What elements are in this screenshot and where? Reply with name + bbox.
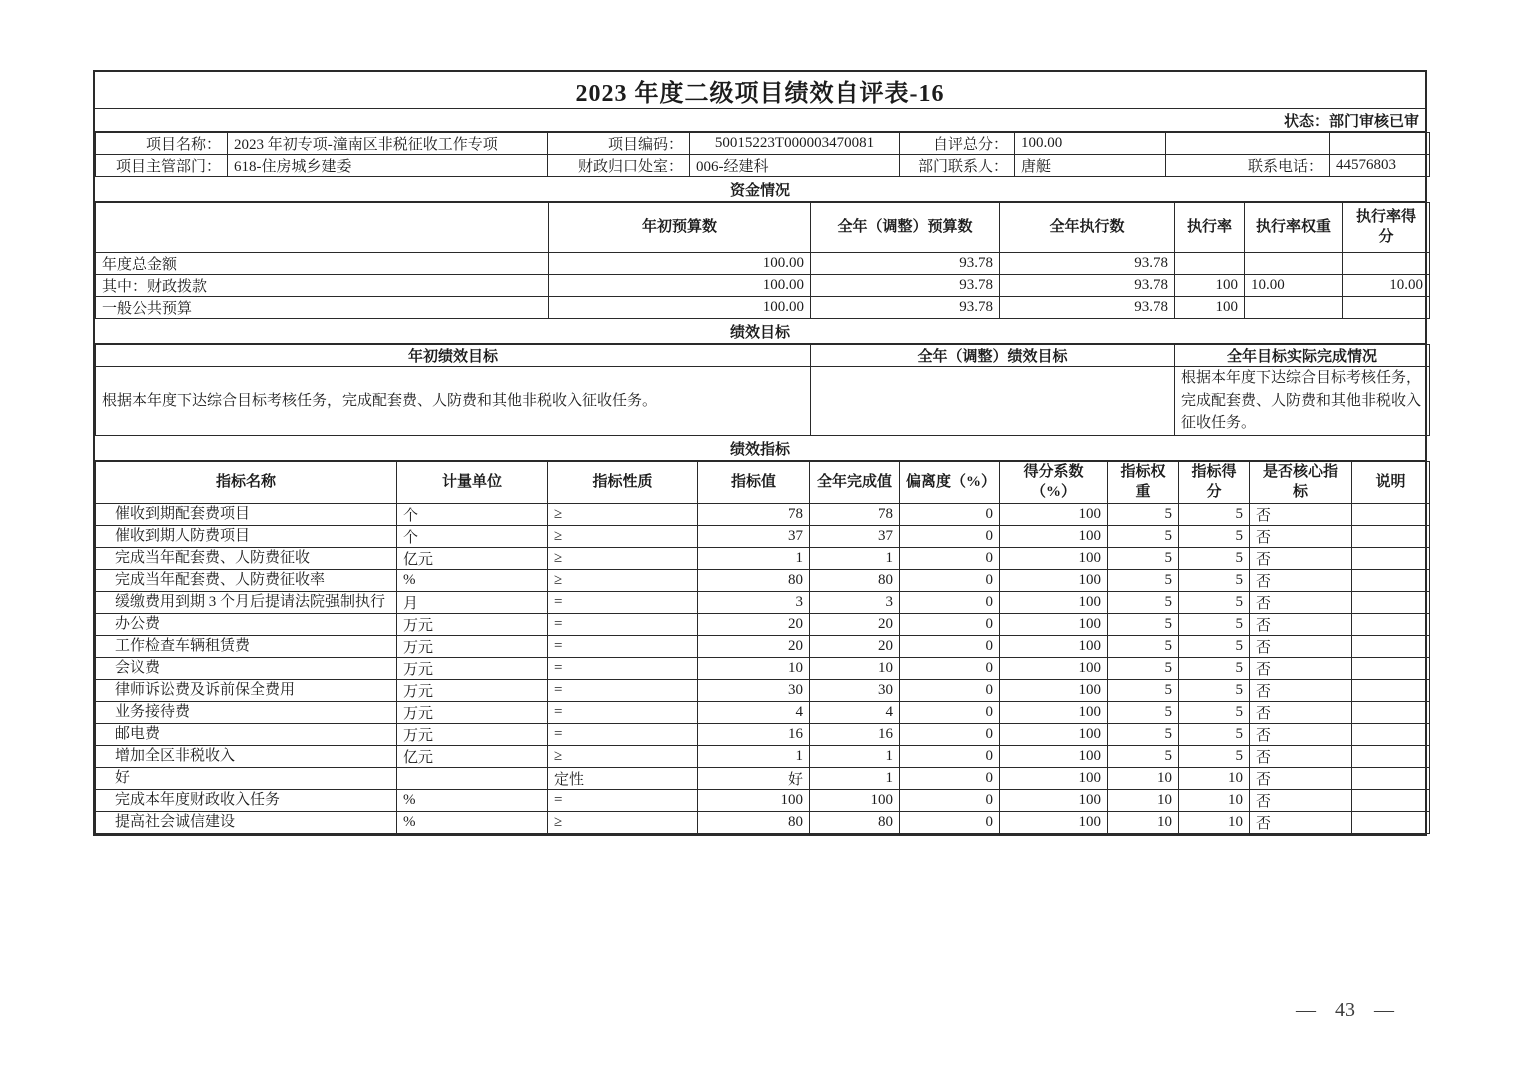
- indicator-name: 催收到期配套费项目: [96, 504, 397, 526]
- indicator-name: 律师诉讼费及诉前保全费用: [96, 680, 397, 702]
- funding-row: [96, 253, 1430, 275]
- indicator-row: [96, 702, 1430, 724]
- indicator-note: [1352, 790, 1430, 812]
- goal-actual-text: 根据本年度下达综合目标考核任务，完成配套费、人防费和其他非税收入征收任务。: [1175, 367, 1430, 436]
- indicator-note: [1352, 504, 1430, 526]
- phone-value: 44576803: [1330, 155, 1430, 177]
- indicator-coeff: 100: [1000, 724, 1108, 746]
- indicator-unit: 万元: [397, 636, 548, 658]
- indicator-name: 业务接待费: [96, 702, 397, 724]
- indicator-header-deviation: 偏离度（%）: [900, 462, 1000, 504]
- indicator-weight: 5: [1108, 592, 1179, 614]
- indicator-score: 5: [1179, 548, 1250, 570]
- indicator-row: [96, 636, 1430, 658]
- funding-row-label: 一般公共预算: [96, 297, 549, 319]
- indicator-target: 80: [698, 812, 810, 834]
- indicator-unit: %: [397, 812, 548, 834]
- page-number: — 43 —: [1296, 999, 1394, 1021]
- indicator-name: 催收到期人防费项目: [96, 526, 397, 548]
- contact-value: 唐艇: [1015, 155, 1166, 177]
- indicator-target: 78: [698, 504, 810, 526]
- indicator-weight: 10: [1108, 790, 1179, 812]
- indicator-deviation: 0: [900, 724, 1000, 746]
- indicator-coeff: 100: [1000, 790, 1108, 812]
- indicator-actual: 1: [810, 746, 900, 768]
- goals-header-initial: 年初绩效目标: [96, 345, 811, 367]
- indicator-target: 好: [698, 768, 810, 790]
- goals-header-row: [96, 345, 1430, 367]
- indicator-coeff: 100: [1000, 636, 1108, 658]
- indicator-actual: 1: [810, 768, 900, 790]
- indicator-core: 否: [1250, 702, 1352, 724]
- funding-row-label: 其中：财政拨款: [96, 275, 549, 297]
- funding-executed-value: 93.78: [1000, 297, 1175, 319]
- indicator-target: 1: [698, 746, 810, 768]
- indicator-core: 否: [1250, 592, 1352, 614]
- indicator-nature: ≥: [548, 570, 698, 592]
- indicator-note: [1352, 636, 1430, 658]
- indicator-weight: 10: [1108, 812, 1179, 834]
- goals-content-row: [96, 367, 1430, 436]
- funding-exec-rate-value: [1175, 253, 1245, 275]
- indicator-note: [1352, 680, 1430, 702]
- indicator-actual: 78: [810, 504, 900, 526]
- indicator-note: [1352, 592, 1430, 614]
- page-title: 2023 年度二级项目绩效自评表-16: [95, 72, 1425, 109]
- indicators-table: [95, 461, 1430, 834]
- indicator-nature: =: [548, 592, 698, 614]
- indicator-row: [96, 548, 1430, 570]
- indicator-deviation: 0: [900, 702, 1000, 724]
- indicator-row: [96, 614, 1430, 636]
- indicator-actual: 37: [810, 526, 900, 548]
- dept-label: 项目主管部门：: [96, 155, 228, 177]
- indicator-core: 否: [1250, 548, 1352, 570]
- indicator-deviation: 0: [900, 570, 1000, 592]
- indicator-core: 否: [1250, 658, 1352, 680]
- funding-adjusted-budget-value: 93.78: [811, 253, 1000, 275]
- indicator-unit: 万元: [397, 658, 548, 680]
- indicator-row: [96, 658, 1430, 680]
- goals-table: [95, 344, 1430, 436]
- indicator-nature: 定性: [548, 768, 698, 790]
- funding-exec-rate-score-value: [1343, 297, 1430, 319]
- funding-row: [96, 275, 1430, 297]
- indicator-unit: 个: [397, 504, 548, 526]
- funding-section-title: 资金情况: [95, 177, 1425, 202]
- indicator-actual: 3: [810, 592, 900, 614]
- indicator-nature: =: [548, 702, 698, 724]
- indicator-score: 10: [1179, 768, 1250, 790]
- indicator-nature: =: [548, 724, 698, 746]
- contact-label: 部门联系人：: [900, 155, 1015, 177]
- funding-exec-rate-weight-value: [1245, 253, 1343, 275]
- funding-header-exec-rate-score: 执行率得分: [1343, 203, 1430, 253]
- indicator-score: 5: [1179, 504, 1250, 526]
- indicator-nature: ≥: [548, 746, 698, 768]
- indicator-nature: =: [548, 658, 698, 680]
- funding-executed-value: 93.78: [1000, 275, 1175, 297]
- funding-adjusted-budget-value: 93.78: [811, 275, 1000, 297]
- indicator-coeff: 100: [1000, 526, 1108, 548]
- indicator-note: [1352, 768, 1430, 790]
- funding-initial-budget-value: 100.00: [549, 297, 811, 319]
- indicator-row: [96, 680, 1430, 702]
- indicator-header-actual: 全年完成值: [810, 462, 900, 504]
- indicator-weight: 5: [1108, 570, 1179, 592]
- indicator-core: 否: [1250, 680, 1352, 702]
- indicator-row: [96, 812, 1430, 834]
- project-info-row-2: [96, 155, 1430, 177]
- indicator-note: [1352, 702, 1430, 724]
- indicator-unit: 亿元: [397, 548, 548, 570]
- info-row1-empty-value: [1330, 133, 1430, 155]
- indicator-row: [96, 724, 1430, 746]
- indicator-actual: 1: [810, 548, 900, 570]
- indicators-header-row: [96, 462, 1430, 504]
- indicator-target: 30: [698, 680, 810, 702]
- indicator-actual: 10: [810, 658, 900, 680]
- project-code-label: 项目编码：: [548, 133, 690, 155]
- indicator-name: 完成当年配套费、人防费征收率: [96, 570, 397, 592]
- indicator-unit: %: [397, 790, 548, 812]
- indicator-coeff: 100: [1000, 812, 1108, 834]
- indicator-name: 增加全区非税收入: [96, 746, 397, 768]
- self-score-label: 自评总分：: [900, 133, 1015, 155]
- indicator-core: 否: [1250, 724, 1352, 746]
- phone-label: 联系电话：: [1166, 155, 1330, 177]
- indicator-actual: 80: [810, 570, 900, 592]
- funding-adjusted-budget-value: 93.78: [811, 297, 1000, 319]
- indicator-header-note: 说明: [1352, 462, 1430, 504]
- goals-section-title: 绩效目标: [95, 319, 1425, 344]
- indicator-note: [1352, 614, 1430, 636]
- indicator-core: 否: [1250, 614, 1352, 636]
- project-code-value: 50015223T000003470081: [690, 133, 900, 155]
- indicator-target: 100: [698, 790, 810, 812]
- indicator-actual: 20: [810, 614, 900, 636]
- indicator-name: 会议费: [96, 658, 397, 680]
- indicator-unit: 万元: [397, 680, 548, 702]
- indicator-unit: 亿元: [397, 746, 548, 768]
- project-name-value: 2023 年初专项-潼南区非税征收工作专项: [228, 133, 548, 155]
- indicator-nature: ≥: [548, 526, 698, 548]
- indicator-note: [1352, 526, 1430, 548]
- indicator-name: 办公费: [96, 614, 397, 636]
- indicator-nature: =: [548, 636, 698, 658]
- funding-header-exec-rate: 执行率: [1175, 203, 1245, 253]
- indicator-note: [1352, 812, 1430, 834]
- indicator-actual: 30: [810, 680, 900, 702]
- indicator-weight: 5: [1108, 526, 1179, 548]
- indicator-unit: 万元: [397, 724, 548, 746]
- indicator-nature: =: [548, 614, 698, 636]
- info-row1-empty-label: [1166, 133, 1330, 155]
- indicator-nature: =: [548, 790, 698, 812]
- indicator-coeff: 100: [1000, 658, 1108, 680]
- indicator-name: 提高社会诚信建设: [96, 812, 397, 834]
- indicator-score: 5: [1179, 636, 1250, 658]
- indicator-header-core: 是否核心指标: [1250, 462, 1352, 504]
- office-value: 006-经建科: [690, 155, 900, 177]
- indicator-core: 否: [1250, 768, 1352, 790]
- indicator-deviation: 0: [900, 592, 1000, 614]
- indicator-weight: 5: [1108, 724, 1179, 746]
- indicator-row: [96, 526, 1430, 548]
- indicator-actual: 80: [810, 812, 900, 834]
- indicator-score: 5: [1179, 746, 1250, 768]
- indicator-coeff: 100: [1000, 504, 1108, 526]
- indicator-nature: ≥: [548, 812, 698, 834]
- indicator-row: [96, 768, 1430, 790]
- indicator-deviation: 0: [900, 790, 1000, 812]
- indicator-score: 5: [1179, 658, 1250, 680]
- goal-adjusted-text: [811, 367, 1175, 436]
- evaluation-form: [93, 70, 1427, 836]
- indicator-name: 完成当年配套费、人防费征收: [96, 548, 397, 570]
- indicator-coeff: 100: [1000, 614, 1108, 636]
- indicator-core: 否: [1250, 504, 1352, 526]
- indicator-score: 10: [1179, 812, 1250, 834]
- funding-row: [96, 297, 1430, 319]
- indicators-section-title: 绩效指标: [95, 436, 1425, 461]
- indicator-note: [1352, 658, 1430, 680]
- indicator-score: 5: [1179, 724, 1250, 746]
- funding-header-executed: 全年执行数: [1000, 203, 1175, 253]
- indicator-core: 否: [1250, 636, 1352, 658]
- indicator-core: 否: [1250, 570, 1352, 592]
- indicator-note: [1352, 724, 1430, 746]
- indicator-note: [1352, 746, 1430, 768]
- self-score-value: 100.00: [1015, 133, 1166, 155]
- indicator-nature: ≥: [548, 504, 698, 526]
- indicator-deviation: 0: [900, 614, 1000, 636]
- indicator-weight: 5: [1108, 746, 1179, 768]
- indicator-name: 缓缴费用到期 3 个月后提请法院强制执行: [96, 592, 397, 614]
- indicator-nature: ≥: [548, 548, 698, 570]
- goals-header-actual: 全年目标实际完成情况: [1175, 345, 1430, 367]
- indicator-header-nature: 指标性质: [548, 462, 698, 504]
- funding-initial-budget-value: 100.00: [549, 253, 811, 275]
- indicator-deviation: 0: [900, 746, 1000, 768]
- indicator-actual: 100: [810, 790, 900, 812]
- funding-header-adjusted-budget: 全年（调整）预算数: [811, 203, 1000, 253]
- project-name-label: 项目名称：: [96, 133, 228, 155]
- indicator-target: 4: [698, 702, 810, 724]
- indicator-unit: 万元: [397, 702, 548, 724]
- indicator-actual: 20: [810, 636, 900, 658]
- indicator-target: 37: [698, 526, 810, 548]
- indicator-score: 5: [1179, 592, 1250, 614]
- indicator-weight: 5: [1108, 658, 1179, 680]
- funding-header-exec-rate-weight: 执行率权重: [1245, 203, 1343, 253]
- funding-exec-rate-value: 100: [1175, 297, 1245, 319]
- indicator-target: 1: [698, 548, 810, 570]
- indicator-header-name: 指标名称: [96, 462, 397, 504]
- indicator-coeff: 100: [1000, 680, 1108, 702]
- status-badge: 状态：部门审核已审: [95, 109, 1425, 132]
- indicator-deviation: 0: [900, 548, 1000, 570]
- indicator-unit: 月: [397, 592, 548, 614]
- indicator-header-target: 指标值: [698, 462, 810, 504]
- indicator-coeff: 100: [1000, 702, 1108, 724]
- indicator-target: 16: [698, 724, 810, 746]
- indicator-deviation: 0: [900, 768, 1000, 790]
- indicator-header-coeff: 得分系数（%）: [1000, 462, 1108, 504]
- project-info-table: [95, 132, 1430, 177]
- indicator-core: 否: [1250, 526, 1352, 548]
- indicator-coeff: 100: [1000, 768, 1108, 790]
- indicator-nature: =: [548, 680, 698, 702]
- indicator-deviation: 0: [900, 526, 1000, 548]
- indicator-score: 5: [1179, 614, 1250, 636]
- funding-exec-rate-score-value: 10.00: [1343, 275, 1430, 297]
- funding-header-initial-budget: 年初预算数: [549, 203, 811, 253]
- indicator-header-unit: 计量单位: [397, 462, 548, 504]
- funding-exec-rate-score-value: [1343, 253, 1430, 275]
- indicator-coeff: 100: [1000, 570, 1108, 592]
- project-info-row-1: [96, 133, 1430, 155]
- indicator-score: 5: [1179, 702, 1250, 724]
- indicator-row: [96, 592, 1430, 614]
- indicator-core: 否: [1250, 746, 1352, 768]
- office-label: 财政归口处室：: [548, 155, 690, 177]
- indicator-row: [96, 570, 1430, 592]
- indicator-unit: %: [397, 570, 548, 592]
- indicator-weight: 5: [1108, 504, 1179, 526]
- indicator-target: 20: [698, 636, 810, 658]
- indicator-row: [96, 790, 1430, 812]
- indicator-deviation: 0: [900, 680, 1000, 702]
- funding-exec-rate-weight-value: 10.00: [1245, 275, 1343, 297]
- indicator-weight: 5: [1108, 636, 1179, 658]
- indicator-header-score: 指标得分: [1179, 462, 1250, 504]
- indicator-deviation: 0: [900, 504, 1000, 526]
- indicator-target: 10: [698, 658, 810, 680]
- funding-executed-value: 93.78: [1000, 253, 1175, 275]
- funding-row-label: 年度总金额: [96, 253, 549, 275]
- indicator-unit: 个: [397, 526, 548, 548]
- funding-table: [95, 202, 1430, 319]
- funding-exec-rate-weight-value: [1245, 297, 1343, 319]
- indicator-target: 80: [698, 570, 810, 592]
- indicator-weight: 5: [1108, 680, 1179, 702]
- indicator-actual: 4: [810, 702, 900, 724]
- indicator-unit: [397, 768, 548, 790]
- indicator-weight: 5: [1108, 548, 1179, 570]
- indicator-row: [96, 746, 1430, 768]
- indicator-weight: 5: [1108, 702, 1179, 724]
- indicator-coeff: 100: [1000, 746, 1108, 768]
- indicator-row: [96, 504, 1430, 526]
- indicator-target: 3: [698, 592, 810, 614]
- indicator-coeff: 100: [1000, 548, 1108, 570]
- indicator-coeff: 100: [1000, 592, 1108, 614]
- indicator-target: 20: [698, 614, 810, 636]
- goals-header-adjusted: 全年（调整）绩效目标: [811, 345, 1175, 367]
- dept-value: 618-住房城乡建委: [228, 155, 548, 177]
- indicator-header-weight: 指标权重: [1108, 462, 1179, 504]
- indicator-deviation: 0: [900, 636, 1000, 658]
- indicator-deviation: 0: [900, 812, 1000, 834]
- indicator-note: [1352, 548, 1430, 570]
- indicator-score: 5: [1179, 570, 1250, 592]
- indicator-score: 10: [1179, 790, 1250, 812]
- indicator-actual: 16: [810, 724, 900, 746]
- indicator-weight: 5: [1108, 614, 1179, 636]
- indicator-name: 好: [96, 768, 397, 790]
- indicator-core: 否: [1250, 812, 1352, 834]
- indicator-score: 5: [1179, 680, 1250, 702]
- indicator-name: 完成本年度财政收入任务: [96, 790, 397, 812]
- funding-header-blank: [96, 203, 549, 253]
- indicator-name: 邮电费: [96, 724, 397, 746]
- indicator-score: 5: [1179, 526, 1250, 548]
- indicator-core: 否: [1250, 790, 1352, 812]
- funding-initial-budget-value: 100.00: [549, 275, 811, 297]
- indicator-name: 工作检查车辆租赁费: [96, 636, 397, 658]
- indicator-deviation: 0: [900, 658, 1000, 680]
- goal-initial-text: 根据本年度下达综合目标考核任务，完成配套费、人防费和其他非税收入征收任务。: [96, 367, 811, 436]
- funding-exec-rate-value: 100: [1175, 275, 1245, 297]
- indicator-weight: 10: [1108, 768, 1179, 790]
- indicator-note: [1352, 570, 1430, 592]
- indicator-unit: 万元: [397, 614, 548, 636]
- funding-header-row: [96, 203, 1430, 253]
